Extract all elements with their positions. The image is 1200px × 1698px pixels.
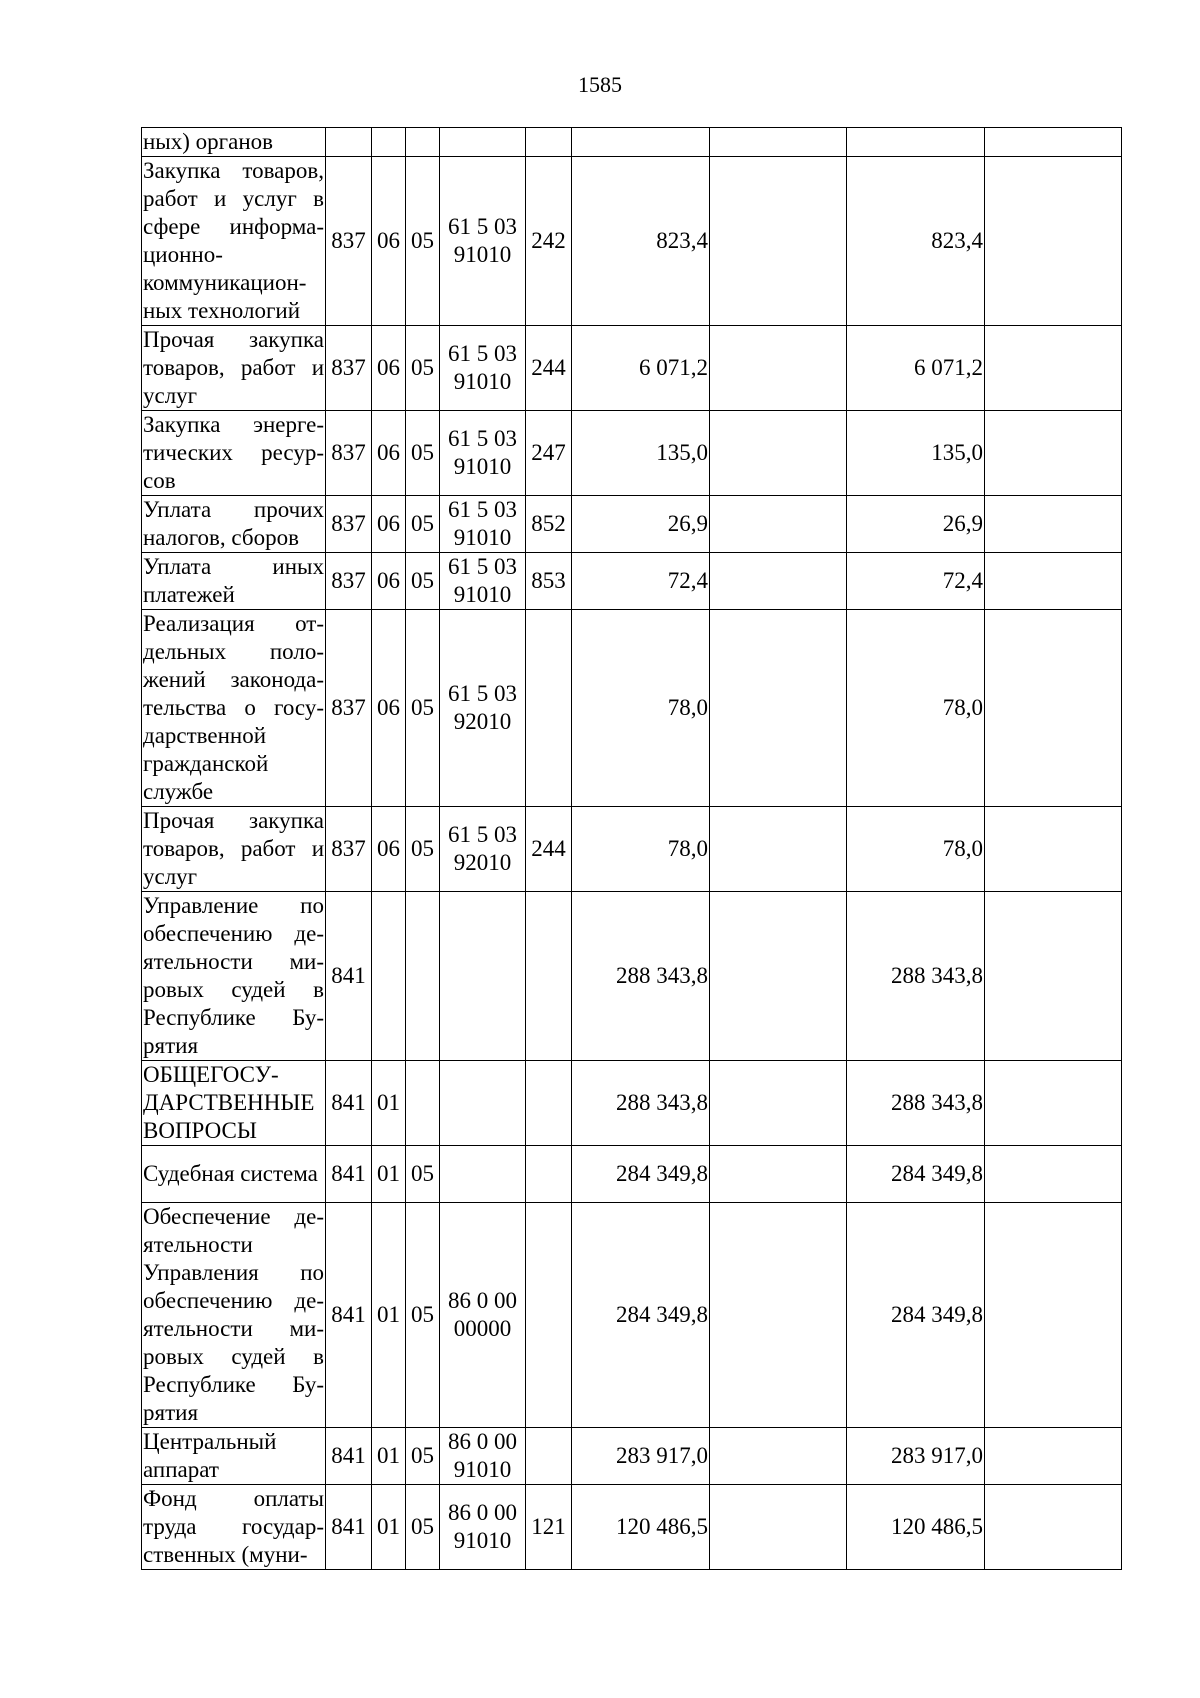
grbs-code: 837 [326,807,372,892]
amount-column-2 [710,1428,847,1485]
amount-column-2 [710,553,847,610]
expense-type-code: 121 [526,1485,572,1570]
grbs-code: 841 [326,892,372,1061]
section-code: 01 [372,1203,406,1428]
table-row [142,128,1122,157]
expense-type-code: 247 [526,411,572,496]
extra-column [985,892,1122,1061]
table-row [142,1428,1122,1485]
amount-column-2 [710,326,847,411]
section-code: 06 [372,326,406,411]
target-article-code-part2: 91010 [453,1528,512,1553]
subsection-code: 05 [406,1485,440,1570]
target-article-code-part1: 86 0 00 [448,1288,517,1313]
section-code: 06 [372,610,406,807]
target-article-code [440,1485,526,1570]
grbs-code: 837 [326,326,372,411]
row-name: Управление по обеспечению деятельности мировых судей в Республике Бурятия [142,892,326,1061]
target-article-code-part2: 91010 [453,1457,512,1482]
extra-column [985,553,1122,610]
subsection-code: 05 [406,1428,440,1485]
target-article-code [440,157,526,326]
target-article-code-part2: 00000 [453,1316,512,1341]
subsection-code: 05 [406,496,440,553]
amount: 72,4 [572,553,710,610]
target-article-code [440,610,526,807]
table-row [142,411,1122,496]
grbs-code: 837 [326,553,372,610]
amount-column-3: 135,0 [847,411,985,496]
amount-column-3: 72,4 [847,553,985,610]
table-body [142,128,1122,1570]
target-article-code-part1: 61 5 03 [448,341,517,366]
amount: 78,0 [572,610,710,807]
target-article-code-part2: 92010 [453,850,512,875]
table-row [142,892,1122,1061]
expense-type-code [526,892,572,1061]
grbs-code: 837 [326,496,372,553]
expense-type-code: 852 [526,496,572,553]
extra-column [985,326,1122,411]
expense-type-code: 244 [526,326,572,411]
expense-type-code [526,1061,572,1146]
amount: 6 071,2 [572,326,710,411]
target-article-code-part1: 61 5 03 [448,554,517,579]
section-code: 01 [372,1061,406,1146]
table-row [142,496,1122,553]
target-article-code [440,326,526,411]
amount-column-2 [710,1061,847,1146]
target-article-code [440,411,526,496]
subsection-code: 05 [406,807,440,892]
expense-type-code: 853 [526,553,572,610]
amount-column-2 [710,496,847,553]
expense-type-code: 242 [526,157,572,326]
row-name: Прочая закупка товаров, работ и услуг [142,326,326,411]
expense-type-code [526,1203,572,1428]
target-article-code-part1: 61 5 03 [448,214,517,239]
amount: 283 917,0 [572,1428,710,1485]
amount-column-2 [710,610,847,807]
grbs-code: 841 [326,1146,372,1203]
target-article-code [440,553,526,610]
grbs-code: 837 [326,411,372,496]
amount: 284 349,8 [572,1203,710,1428]
row-name: Фонд оплаты труда государственных (муни- [142,1485,326,1570]
amount-column-2 [710,807,847,892]
grbs-code: 841 [326,1203,372,1428]
target-article-code-part1: 61 5 03 [448,497,517,522]
amount: 120 486,5 [572,1485,710,1570]
target-article-code [440,1061,526,1146]
target-article-code-part2: 91010 [453,369,512,394]
grbs-code: 837 [326,610,372,807]
row-name: Судебная система [142,1146,326,1203]
subsection-code: 05 [406,157,440,326]
amount-column-3: 6 071,2 [847,326,985,411]
target-article-code-part2: 91010 [453,242,512,267]
expense-type-code [526,128,572,157]
section-code: 06 [372,496,406,553]
amount-column-2 [710,1146,847,1203]
target-article-code-part2: 91010 [453,454,512,479]
target-article-code [440,892,526,1061]
row-name: Обеспечение деятельности Управления по обеспечению деятельности мировых судей в Республике Бурятия [142,1203,326,1428]
table-row [142,1485,1122,1570]
expense-type-code [526,1146,572,1203]
amount: 288 343,8 [572,1061,710,1146]
target-article-code [440,807,526,892]
section-code: 06 [372,411,406,496]
table-row [142,1061,1122,1146]
table-row [142,326,1122,411]
target-article-code-part1: 86 0 00 [448,1429,517,1454]
row-name: ных) органов [142,128,326,157]
row-name: Уплата прочих налогов, сборов [142,496,326,553]
expense-type-code [526,610,572,807]
grbs-code [326,128,372,157]
amount-column-3: 284 349,8 [847,1203,985,1428]
extra-column [985,807,1122,892]
subsection-code: 05 [406,610,440,807]
grbs-code: 841 [326,1485,372,1570]
amount: 823,4 [572,157,710,326]
subsection-code: 05 [406,1203,440,1428]
row-name: ОБЩЕГОСУДАРСТВЕННЫЕ ВОПРОСЫ [142,1061,326,1146]
section-code: 06 [372,553,406,610]
subsection-code [406,128,440,157]
target-article-code [440,496,526,553]
amount-column-3: 78,0 [847,807,985,892]
section-code: 01 [372,1428,406,1485]
row-name: Прочая закупка товаров, работ и услуг [142,807,326,892]
extra-column [985,1061,1122,1146]
target-article-code [440,128,526,157]
extra-column [985,1485,1122,1570]
target-article-code [440,1428,526,1485]
subsection-code: 05 [406,326,440,411]
amount [572,128,710,157]
row-name: Уплата иных платежей [142,553,326,610]
extra-column [985,1146,1122,1203]
section-code [372,128,406,157]
subsection-code: 05 [406,411,440,496]
extra-column [985,411,1122,496]
subsection-code: 05 [406,553,440,610]
row-name: Реализация отдельных положений законодательства о государственной гражданской службе [142,610,326,807]
table-row [142,1146,1122,1203]
target-article-code-part1: 61 5 03 [448,822,517,847]
extra-column [985,1428,1122,1485]
extra-column [985,157,1122,326]
amount-column-3: 823,4 [847,157,985,326]
row-name: Закупка энергетических ресурсов [142,411,326,496]
amount-column-3: 283 917,0 [847,1428,985,1485]
grbs-code: 841 [326,1061,372,1146]
table-row [142,1203,1122,1428]
amount-column-3: 26,9 [847,496,985,553]
target-article-code-part2: 91010 [453,582,512,607]
amount-column-2 [710,157,847,326]
amount-column-3: 288 343,8 [847,1061,985,1146]
budget-table [141,127,1122,1570]
target-article-code [440,1203,526,1428]
amount-column-2 [710,892,847,1061]
section-code [372,892,406,1061]
target-article-code-part1: 61 5 03 [448,681,517,706]
table-row [142,157,1122,326]
section-code: 01 [372,1485,406,1570]
target-article-code-part2: 92010 [453,709,512,734]
extra-column [985,1203,1122,1428]
row-name: Центральный аппарат [142,1428,326,1485]
amount-column-2 [710,1485,847,1570]
expense-type-code [526,1428,572,1485]
grbs-code: 841 [326,1428,372,1485]
table-row [142,610,1122,807]
extra-column [985,610,1122,807]
target-article-code-part1: 86 0 00 [448,1500,517,1525]
amount-column-3: 288 343,8 [847,892,985,1061]
amount: 78,0 [572,807,710,892]
expense-type-code: 244 [526,807,572,892]
amount-column-2 [710,1203,847,1428]
subsection-code [406,1061,440,1146]
amount-column-3 [847,128,985,157]
section-code: 01 [372,1146,406,1203]
grbs-code: 837 [326,157,372,326]
amount: 26,9 [572,496,710,553]
amount: 284 349,8 [572,1146,710,1203]
section-code: 06 [372,157,406,326]
amount-column-3: 78,0 [847,610,985,807]
table-row [142,807,1122,892]
target-article-code-part1: 61 5 03 [448,426,517,451]
amount: 288 343,8 [572,892,710,1061]
table-row [142,553,1122,610]
amount-column-3: 120 486,5 [847,1485,985,1570]
page-number: 1585 [578,72,622,97]
amount-column-3: 284 349,8 [847,1146,985,1203]
extra-column [985,128,1122,157]
section-code: 06 [372,807,406,892]
subsection-code: 05 [406,1146,440,1203]
target-article-code [440,1146,526,1203]
extra-column [985,496,1122,553]
target-article-code-part2: 91010 [453,525,512,550]
row-name: Закупка товаров, работ и услуг в сфере информационно-коммуникационных технологий [142,157,326,326]
amount-column-2 [710,411,847,496]
amount: 135,0 [572,411,710,496]
amount-column-2 [710,128,847,157]
subsection-code [406,892,440,1061]
